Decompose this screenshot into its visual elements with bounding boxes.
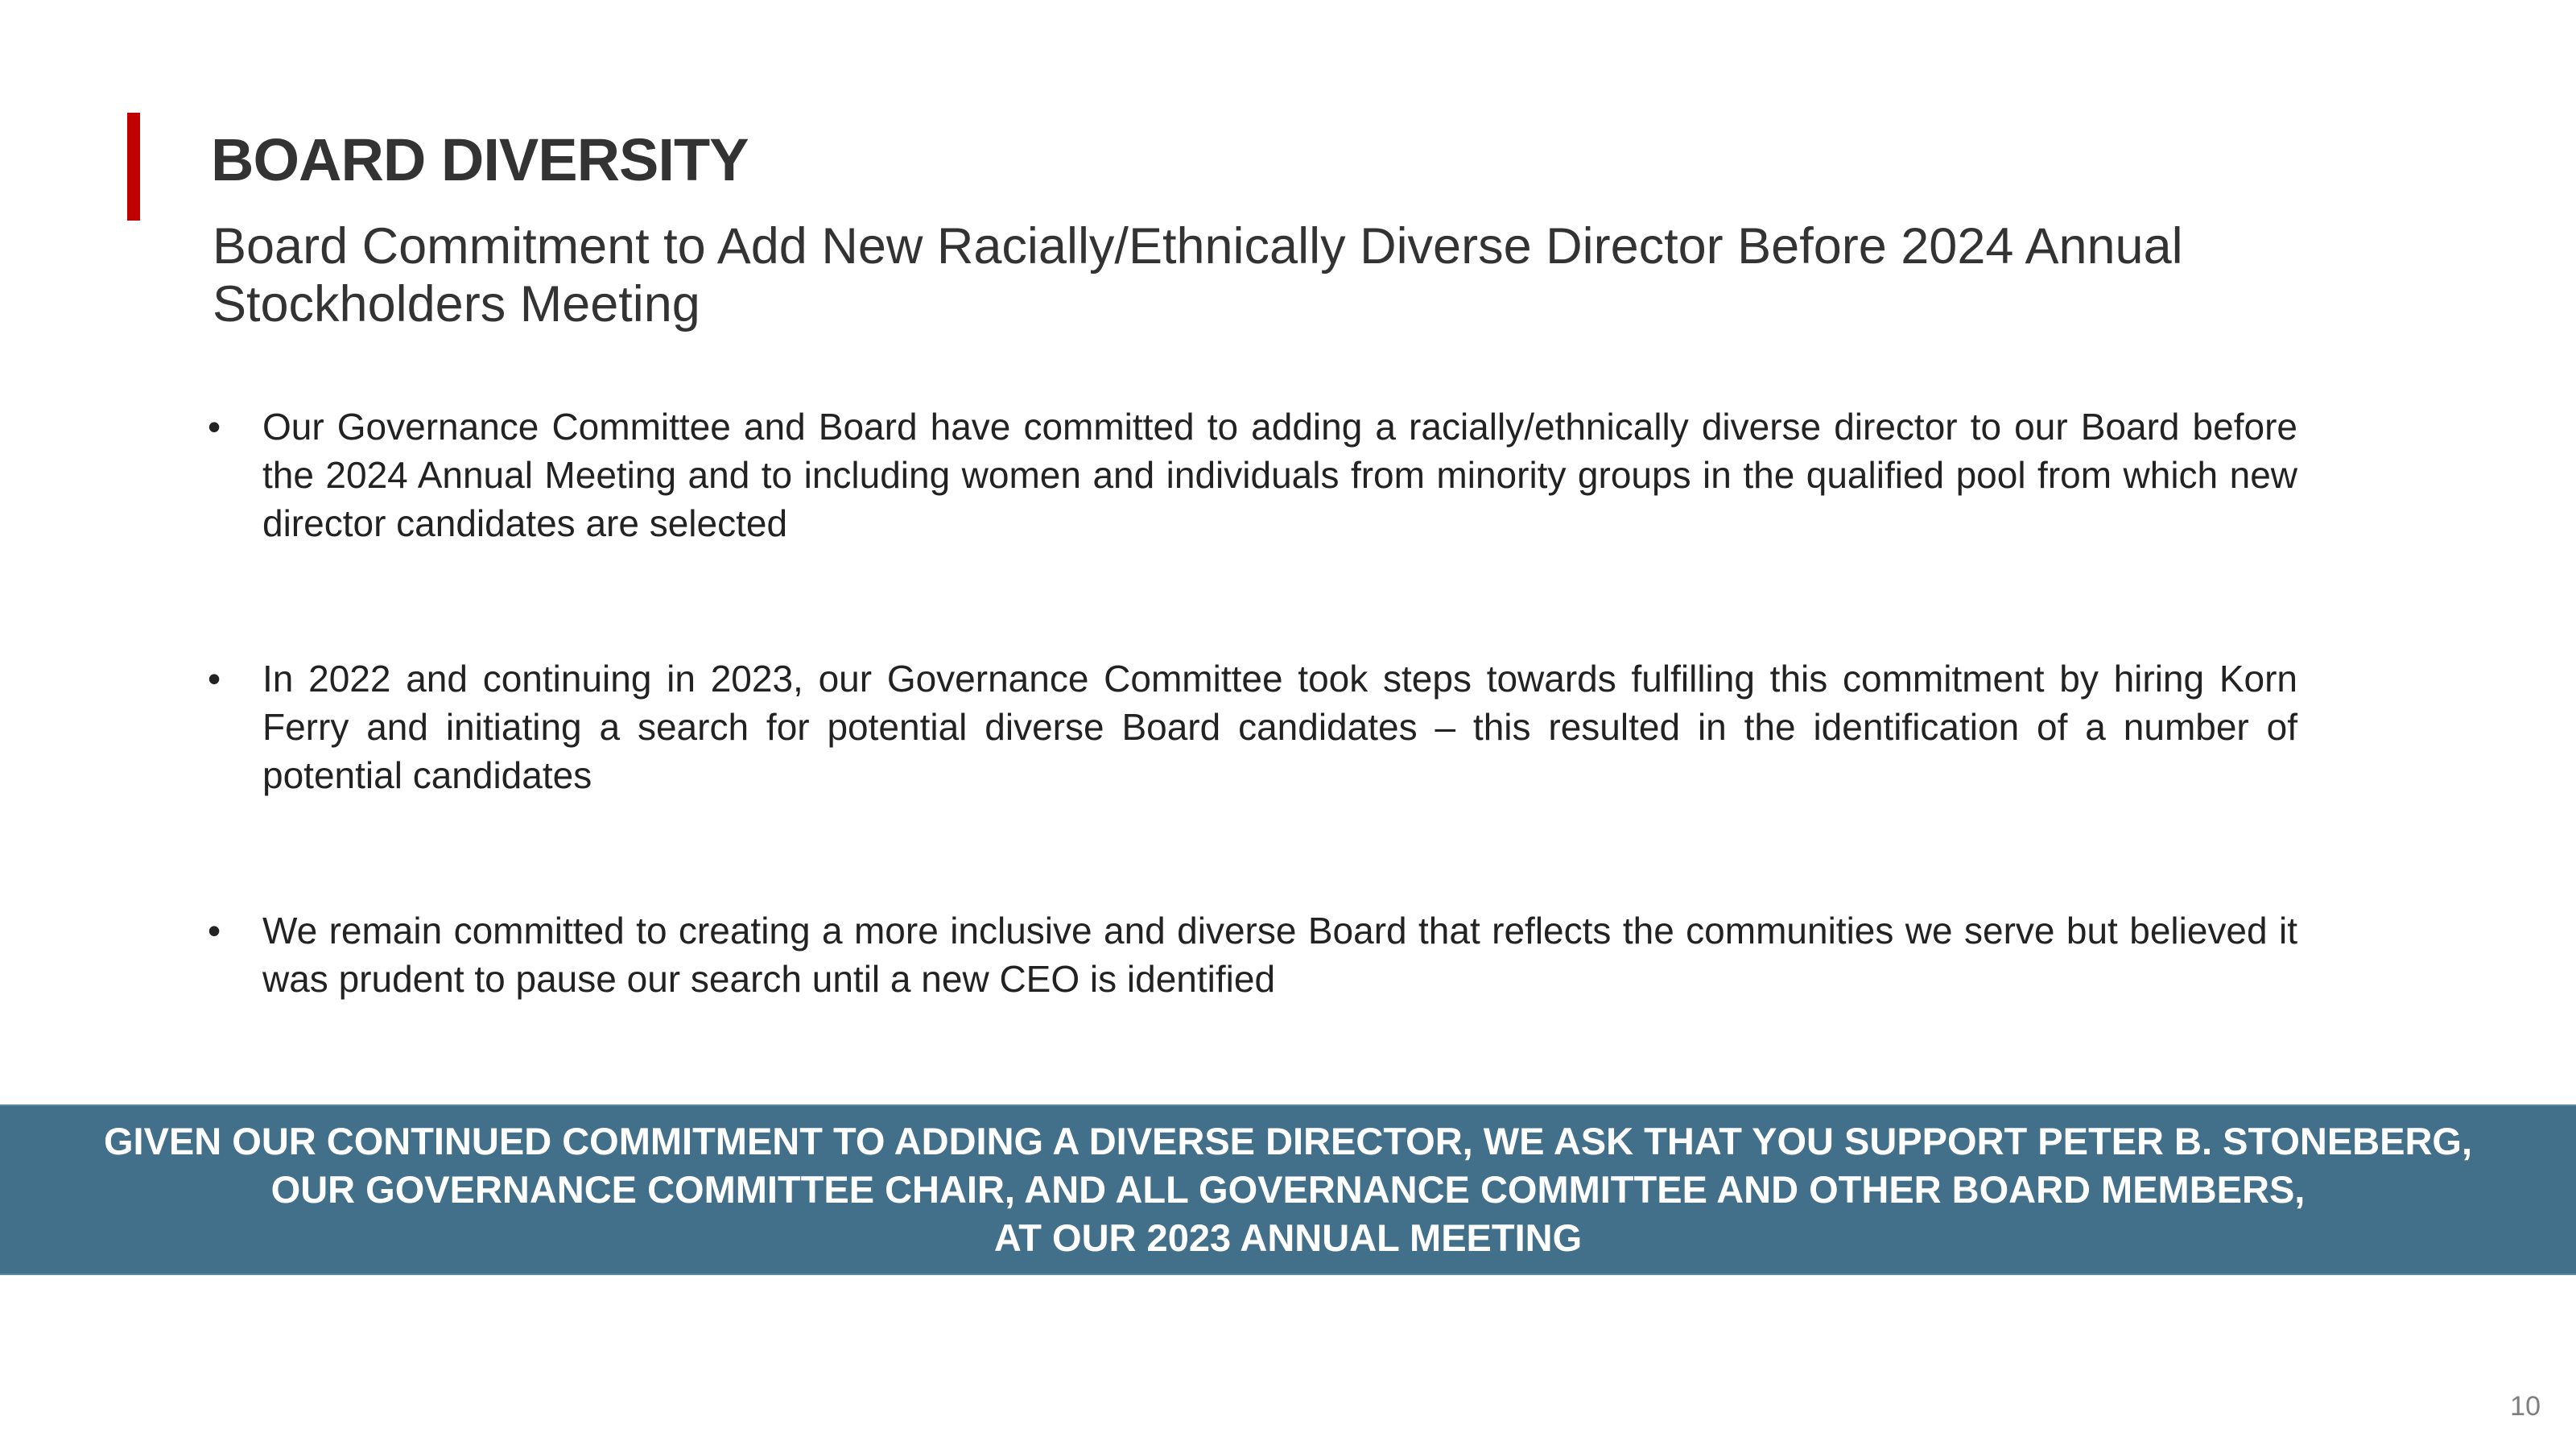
bullet-marker: •: [208, 406, 221, 448]
banner-line: AT OUR 2023 ANNUAL MEETING: [993, 1216, 1583, 1259]
bullet-text: We remain committed to creating a more inclusive and diverse Board that reflects the communities we serve but believed it was prudent to pause our search until a new CEO is identified: [262, 910, 2297, 1000]
banner-line: OUR GOVERNANCE COMMITTEE CHAIR, AND ALL GOVERNANCE COMMITTEE AND OTHER BOARD MEMBERS,: [270, 1168, 2306, 1211]
bullet-item: [208, 906, 2297, 1003]
bullet-item: [208, 402, 2297, 547]
bullet-marker: •: [208, 910, 221, 952]
bullet-list: [208, 402, 2297, 1003]
bullet-marker: •: [208, 658, 221, 700]
slide-subtitle: Board Commitment to Add New Racially/Ethnically Diverse Director Before 2024 Annual Stockholders Meeting: [213, 218, 2183, 332]
page-number: 10: [2510, 1391, 2541, 1422]
slide-title: BOARD DIVERSITY: [211, 126, 749, 193]
bullet-text: Our Governance Committee and Board have committed to adding a racially/ethnically diverse director to our Board before the 2024 Annual Meeting and to including women and individuals from minority groups in the qualified pool from which new director candidates are selected: [262, 406, 2297, 544]
bullet-item: [208, 654, 2297, 799]
bullet-text: In 2022 and continuing in 2023, our Governance Committee took steps towards fulfilling this commitment by hiring Korn Ferry and initiating a search for potential diverse Board candidates – this resulted in the identification of a number of potential candidates: [262, 658, 2297, 796]
title-accent-bar: [127, 113, 140, 221]
call-to-action-banner: [0, 1104, 2576, 1275]
banner-line: GIVEN OUR CONTINUED COMMITMENT TO ADDING A DIVERSE DIRECTOR, WE ASK THAT YOU SUPPORT PETER B. STONEBERG,: [103, 1120, 2473, 1162]
